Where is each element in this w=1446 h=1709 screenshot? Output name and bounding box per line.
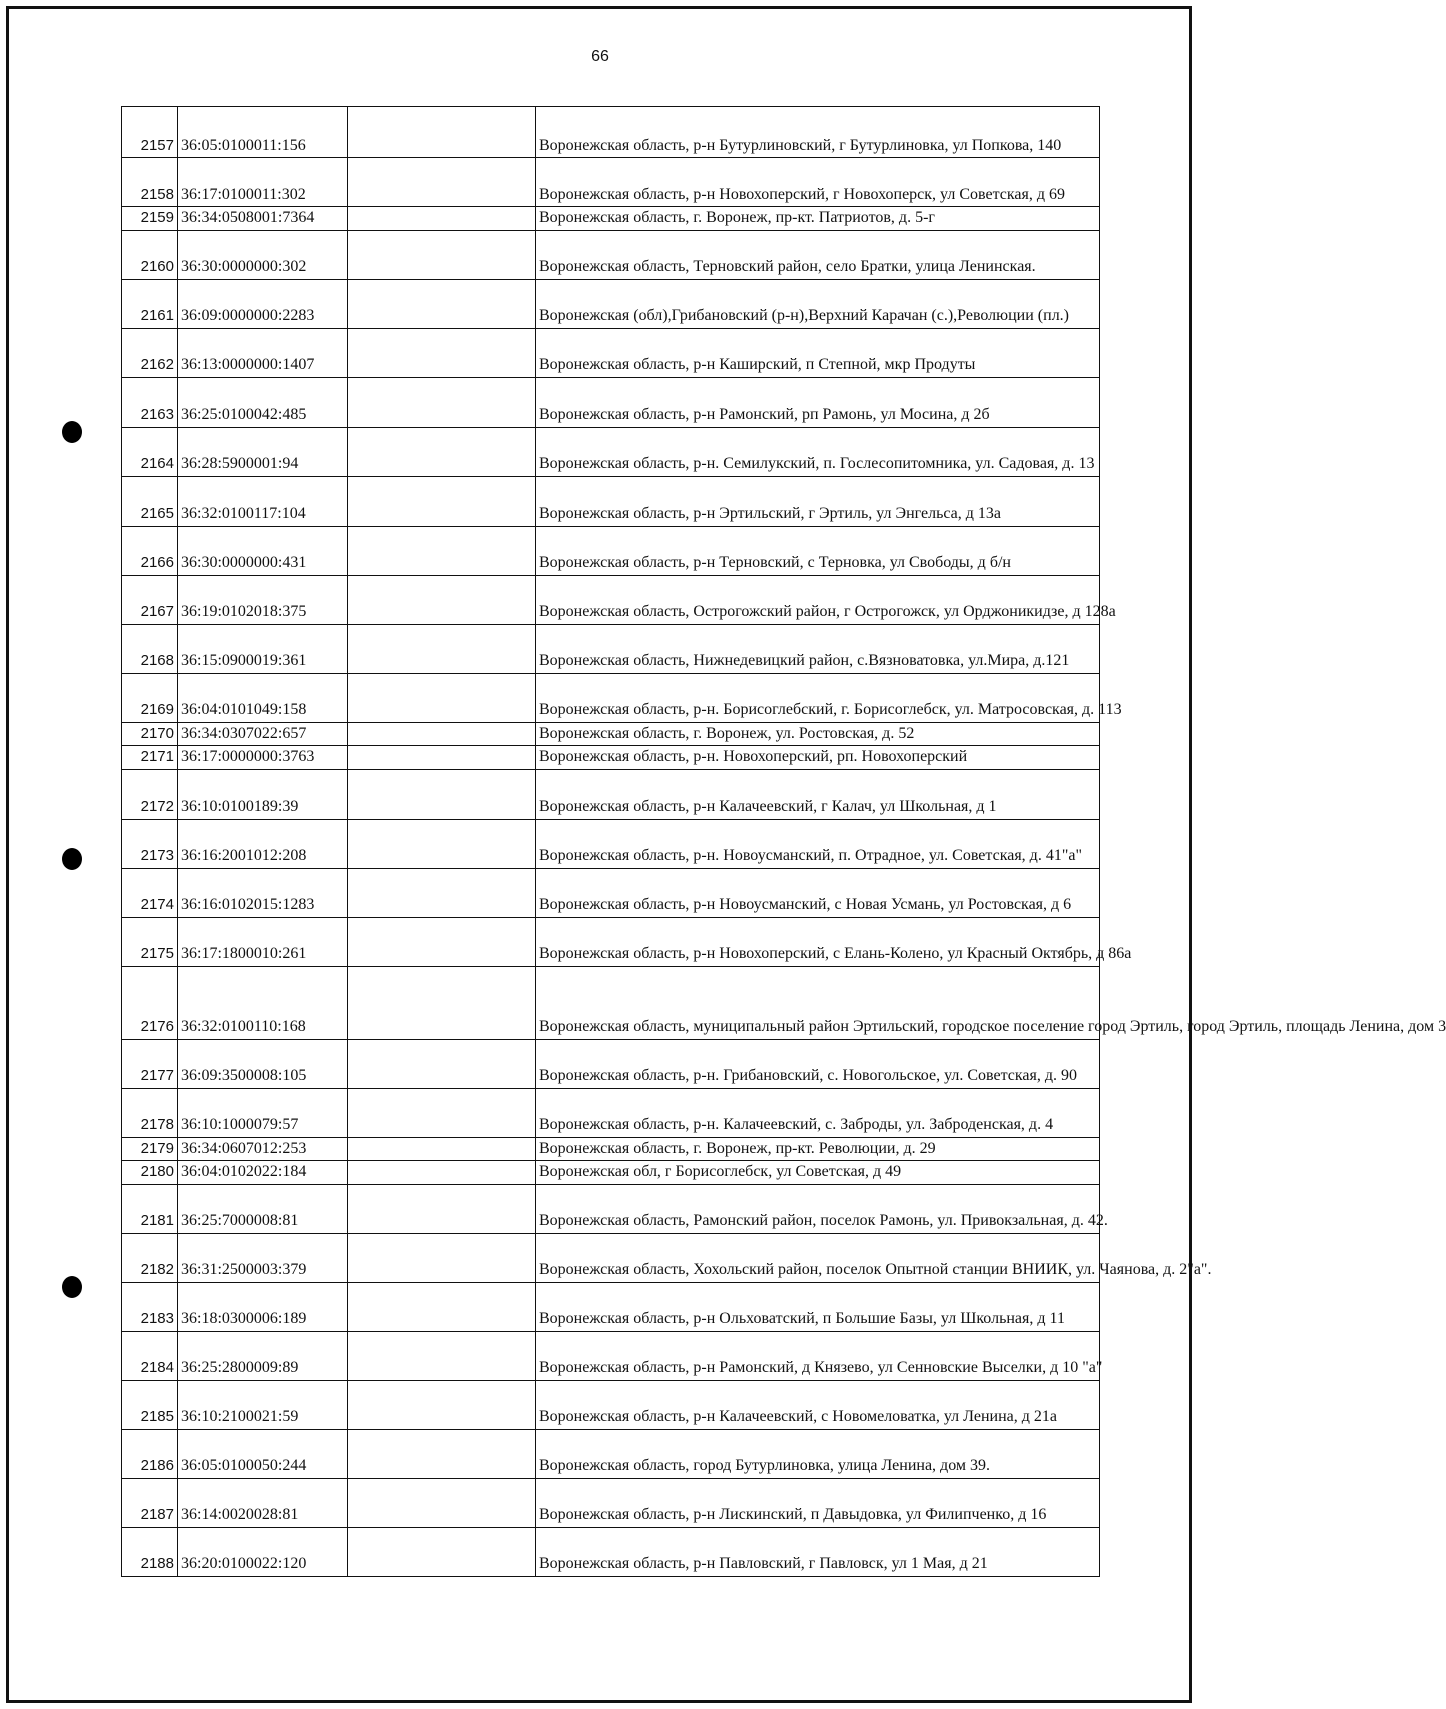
cadastral-number: 36:19:0102018:375 — [178, 575, 348, 624]
row-number: 2174 — [122, 868, 178, 917]
table-row — [122, 476, 1100, 526]
address: Воронежская область, р-н. Грибановский, с. Новогольское, ул. Советская, д. 90 — [536, 1039, 1100, 1088]
table-row — [122, 624, 1100, 673]
empty-cell — [348, 966, 536, 1039]
cadastral-number: 36:04:0102022:184 — [178, 1161, 348, 1185]
table-row — [122, 868, 1100, 917]
table-row — [122, 1527, 1100, 1576]
empty-cell — [348, 673, 536, 722]
cadastral-number: 36:17:1800010:261 — [178, 917, 348, 966]
empty-cell — [348, 1088, 536, 1137]
table-row — [122, 1137, 1100, 1161]
address: Воронежская область, р-н. Новохоперский, рп. Новохоперский — [536, 746, 1100, 770]
row-number: 2160 — [122, 230, 178, 279]
table-row — [122, 328, 1100, 377]
address: Воронежская область, Нижнедевицкий район, с.Вязноватовка, ул.Мира, д.121 — [536, 624, 1100, 673]
row-number: 2161 — [122, 279, 178, 328]
address: Воронежская область, Терновский район, село Братки, улица Ленинская. — [536, 230, 1100, 279]
table-row — [122, 207, 1100, 231]
address: Воронежская область, р-н Ольховатский, п Большие Базы, ул Школьная, д 11 — [536, 1282, 1100, 1331]
address: Воронежская область, р-н. Борисоглебский, г. Борисоглебск, ул. Матросовская, д. 113 — [536, 673, 1100, 722]
empty-cell — [348, 1331, 536, 1380]
row-number: 2173 — [122, 819, 178, 868]
cadastral-number: 36:34:0307022:657 — [178, 722, 348, 746]
cadastral-number: 36:17:0100011:302 — [178, 158, 348, 207]
table-row — [122, 526, 1100, 575]
row-number: 2162 — [122, 328, 178, 377]
row-number: 2158 — [122, 158, 178, 207]
empty-cell — [348, 158, 536, 207]
cadastral-number: 36:34:0508001:7364 — [178, 207, 348, 231]
address: Воронежская область, р-н. Семилукский, п. Гослесопитомника, ул. Садовая, д. 13 — [536, 427, 1100, 476]
cadastral-number: 36:28:5900001:94 — [178, 427, 348, 476]
table-row — [122, 230, 1100, 279]
row-number: 2170 — [122, 722, 178, 746]
cadastral-number: 36:10:0100189:39 — [178, 769, 348, 819]
empty-cell — [348, 230, 536, 279]
table-row — [122, 279, 1100, 328]
punch-hole-mark — [62, 848, 82, 870]
table-row — [122, 1233, 1100, 1282]
empty-cell — [348, 1161, 536, 1185]
empty-cell — [348, 377, 536, 427]
row-number: 2187 — [122, 1478, 178, 1527]
punch-hole-mark — [62, 421, 82, 443]
empty-cell — [348, 526, 536, 575]
row-number: 2182 — [122, 1233, 178, 1282]
cadastral-number: 36:16:0102015:1283 — [178, 868, 348, 917]
address: Воронежская область, Рамонский район, поселок Рамонь, ул. Привокзальная, д. 42. — [536, 1184, 1100, 1233]
cadastral-number: 36:17:0000000:3763 — [178, 746, 348, 770]
table-row — [122, 1429, 1100, 1478]
cadastral-number: 36:25:0100042:485 — [178, 377, 348, 427]
address: Воронежская область, р-н. Калачеевский, с. Заброды, ул. Заброденская, д. 4 — [536, 1088, 1100, 1137]
row-number: 2169 — [122, 673, 178, 722]
empty-cell — [348, 1233, 536, 1282]
cadastral-number: 36:04:0101049:158 — [178, 673, 348, 722]
row-number: 2167 — [122, 575, 178, 624]
address: Воронежская область, муниципальный район Эртильский, городское поселение город Эртиль, город Эртиль, площадь Ленина, дом 3 — [536, 966, 1100, 1039]
address: Воронежская область, Острогожский район, г Острогожск, ул Орджоникидзе, д 128а — [536, 575, 1100, 624]
table-row — [122, 1331, 1100, 1380]
empty-cell — [348, 207, 536, 231]
registry-table — [121, 106, 1446, 1577]
address: Воронежская область, р-н Бутурлиновский, г Бутурлиновка, ул Попкова, 140 — [536, 107, 1100, 158]
address: Воронежская область, город Бутурлиновка, улица Ленина, дом 39. — [536, 1429, 1100, 1478]
table-row — [122, 1088, 1100, 1137]
row-number: 2180 — [122, 1161, 178, 1185]
row-number: 2168 — [122, 624, 178, 673]
table-row — [122, 917, 1100, 966]
empty-cell — [348, 1429, 536, 1478]
empty-cell — [348, 1527, 536, 1576]
table-row — [122, 427, 1100, 476]
empty-cell — [348, 819, 536, 868]
row-number: 2177 — [122, 1039, 178, 1088]
row-number: 2183 — [122, 1282, 178, 1331]
row-number: 2165 — [122, 476, 178, 526]
cadastral-number: 36:10:2100021:59 — [178, 1380, 348, 1429]
empty-cell — [348, 328, 536, 377]
table-row — [122, 746, 1100, 770]
cadastral-number: 36:32:0100110:168 — [178, 966, 348, 1039]
table-row — [122, 107, 1100, 158]
empty-cell — [348, 575, 536, 624]
address: Воронежская область, р-н Каширский, п Степной, мкр Продуты — [536, 328, 1100, 377]
table-row — [122, 722, 1100, 746]
cadastral-number: 36:15:0900019:361 — [178, 624, 348, 673]
address: Воронежская область, р-н Рамонский, рп Рамонь, ул Мосина, д 2б — [536, 377, 1100, 427]
table-row — [122, 1282, 1100, 1331]
empty-cell — [348, 476, 536, 526]
address: Воронежская область, р-н Калачеевский, с Новомеловатка, ул Ленина, д 21а — [536, 1380, 1100, 1429]
row-number: 2176 — [122, 966, 178, 1039]
cadastral-number: 36:09:3500008:105 — [178, 1039, 348, 1088]
cadastral-number: 36:25:7000008:81 — [178, 1184, 348, 1233]
cadastral-number: 36:25:2800009:89 — [178, 1331, 348, 1380]
row-number: 2188 — [122, 1527, 178, 1576]
address: Воронежская область, р-н Новохоперский, г Новохоперск, ул Советская, д 69 — [536, 158, 1100, 207]
address: Воронежская область, г. Воронеж, пр-кт. Революции, д. 29 — [536, 1137, 1100, 1161]
empty-cell — [348, 868, 536, 917]
address: Воронежская область, р-н Терновский, с Терновка, ул Свободы, д б/н — [536, 526, 1100, 575]
address: Воронежская область, р-н Эртильский, г Эртиль, ул Энгельса, д 13а — [536, 476, 1100, 526]
table-row — [122, 377, 1100, 427]
cadastral-number: 36:30:0000000:302 — [178, 230, 348, 279]
address: Воронежская область, р-н Новоусманский, с Новая Усмань, ул Ростовская, д 6 — [536, 868, 1100, 917]
row-number: 2181 — [122, 1184, 178, 1233]
cadastral-number: 36:05:0100050:244 — [178, 1429, 348, 1478]
empty-cell — [348, 1039, 536, 1088]
row-number: 2185 — [122, 1380, 178, 1429]
address: Воронежская область, р-н. Новоусманский, п. Отрадное, ул. Советская, д. 41"а" — [536, 819, 1100, 868]
row-number: 2157 — [122, 107, 178, 158]
empty-cell — [348, 1380, 536, 1429]
address: Воронежская обл, г Борисоглебск, ул Советская, д 49 — [536, 1161, 1100, 1185]
table-row — [122, 1380, 1100, 1429]
cadastral-number: 36:05:0100011:156 — [178, 107, 348, 158]
punch-hole-mark — [62, 1276, 82, 1298]
cadastral-number: 36:10:1000079:57 — [178, 1088, 348, 1137]
row-number: 2184 — [122, 1331, 178, 1380]
table-row — [122, 673, 1100, 722]
address: Воронежская область, р-н Лискинский, п Давыдовка, ул Филипченко, д 16 — [536, 1478, 1100, 1527]
cadastral-number: 36:14:0020028:81 — [178, 1478, 348, 1527]
address: Воронежская область, р-н Калачеевский, г Калач, ул Школьная, д 1 — [536, 769, 1100, 819]
empty-cell — [348, 1478, 536, 1527]
address: Воронежская область, Хохольский район, поселок Опытной станции ВНИИК, ул. Чаянова, д. 2"а". — [536, 1233, 1100, 1282]
address: Воронежская область, р-н Рамонский, д Князево, ул Сенновские Выселки, д 10 "а" — [536, 1331, 1100, 1380]
cadastral-number: 36:13:0000000:1407 — [178, 328, 348, 377]
cadastral-number: 36:34:0607012:253 — [178, 1137, 348, 1161]
empty-cell — [348, 107, 536, 158]
table-row — [122, 1039, 1100, 1088]
address: Воронежская область, г. Воронеж, пр-кт. Патриотов, д. 5-г — [536, 207, 1100, 231]
table-row — [122, 1478, 1100, 1527]
empty-cell — [348, 624, 536, 673]
empty-cell — [348, 917, 536, 966]
cadastral-number: 36:09:0000000:2283 — [178, 279, 348, 328]
empty-cell — [348, 722, 536, 746]
registry-table-body — [122, 107, 1446, 1577]
empty-cell — [348, 1282, 536, 1331]
row-number: 2175 — [122, 917, 178, 966]
empty-cell — [348, 746, 536, 770]
table-row — [122, 769, 1100, 819]
row-number: 2166 — [122, 526, 178, 575]
cadastral-number: 36:30:0000000:431 — [178, 526, 348, 575]
cadastral-number: 36:18:0300006:189 — [178, 1282, 348, 1331]
cadastral-number: 36:31:2500003:379 — [178, 1233, 348, 1282]
row-number: 2164 — [122, 427, 178, 476]
table-row — [122, 1184, 1100, 1233]
cadastral-number: 36:16:2001012:208 — [178, 819, 348, 868]
row-number: 2186 — [122, 1429, 178, 1478]
table-row — [122, 819, 1100, 868]
page-number: 66 — [591, 48, 609, 65]
table-row — [122, 158, 1100, 207]
cadastral-number: 36:32:0100117:104 — [178, 476, 348, 526]
empty-cell — [348, 1137, 536, 1161]
empty-cell — [348, 279, 536, 328]
row-number: 2163 — [122, 377, 178, 427]
table-row — [122, 1161, 1100, 1185]
cadastral-number: 36:20:0100022:120 — [178, 1527, 348, 1576]
row-number: 2172 — [122, 769, 178, 819]
empty-cell — [348, 427, 536, 476]
address: Воронежская область, р-н Павловский, г Павловск, ул 1 Мая, д 21 — [536, 1527, 1100, 1576]
row-number: 2159 — [122, 207, 178, 231]
address: Воронежская область, р-н Новохоперский, с Елань-Колено, ул Красный Октябрь, д 86а — [536, 917, 1100, 966]
row-number: 2179 — [122, 1137, 178, 1161]
table-row — [122, 966, 1100, 1039]
address: Воронежская (обл),Грибановский (р-н),Верхний Карачан (с.),Революции (пл.) — [536, 279, 1100, 328]
address: Воронежская область, г. Воронеж, ул. Ростовская, д. 52 — [536, 722, 1100, 746]
row-number: 2178 — [122, 1088, 178, 1137]
table-row — [122, 575, 1100, 624]
empty-cell — [348, 1184, 536, 1233]
row-number: 2171 — [122, 746, 178, 770]
empty-cell — [348, 769, 536, 819]
